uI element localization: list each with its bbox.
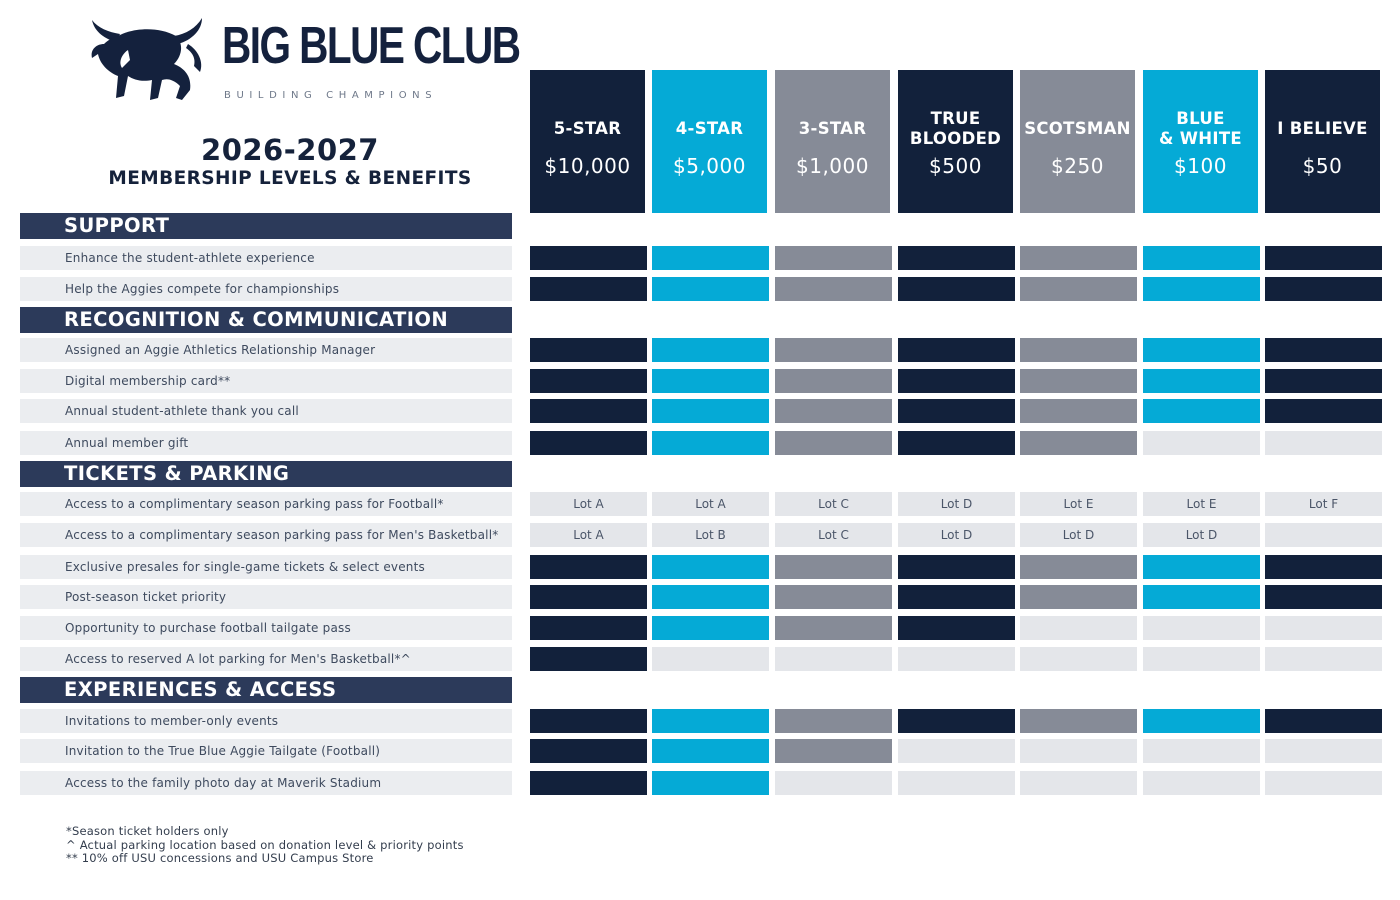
benefit-cell-empty	[1265, 616, 1382, 640]
benefit-cell-included	[775, 709, 892, 733]
benefit-cell-included	[652, 739, 769, 763]
benefit-label: Exclusive presales for single-game tickets & select events	[20, 555, 512, 579]
benefit-label: Annual member gift	[20, 431, 512, 455]
benefit-cell-text: Lot D	[1143, 523, 1260, 547]
title-subtitle: MEMBERSHIP LEVELS & BENEFITS	[108, 168, 472, 189]
benefit-cell-empty	[1020, 616, 1137, 640]
benefit-cell-included	[775, 338, 892, 362]
brand-name: BIG BLUE CLUB	[222, 17, 520, 75]
benefit-cell-included	[652, 555, 769, 579]
benefit-cell-included	[1265, 399, 1382, 423]
benefit-cell-included	[1265, 585, 1382, 609]
benefit-cell-included	[1020, 246, 1137, 270]
tier-header	[1020, 70, 1135, 213]
benefit-label: Help the Aggies compete for championships	[20, 277, 512, 301]
benefit-cell-included	[898, 369, 1015, 393]
benefit-cell-included	[652, 369, 769, 393]
tier-header	[530, 70, 645, 213]
benefit-cell-empty	[1020, 739, 1137, 763]
tier-header	[1265, 70, 1380, 213]
benefit-cell-included	[775, 585, 892, 609]
tier-price: $1,000	[796, 154, 869, 178]
benefit-cell-included	[898, 277, 1015, 301]
tier-name: SCOTSMAN	[1024, 119, 1131, 138]
tier-name: TRUE BLOODED	[909, 109, 1002, 148]
benefit-cell-included	[1020, 709, 1137, 733]
benefit-label: Assigned an Aggie Athletics Relationship Manager	[20, 338, 512, 362]
benefit-cell-included	[1020, 585, 1137, 609]
title-years: 2026-2027	[201, 133, 379, 167]
benefit-cell-included	[1143, 555, 1260, 579]
benefit-cell-empty	[898, 647, 1015, 671]
tier-price: $100	[1174, 154, 1227, 178]
benefit-cell-empty	[775, 771, 892, 795]
benefit-cell-text: Lot A	[652, 492, 769, 516]
benefit-cell-included	[530, 277, 647, 301]
benefit-cell-included	[530, 399, 647, 423]
benefit-cell-included	[530, 246, 647, 270]
brand-tagline: BUILDING CHAMPIONS	[224, 90, 438, 101]
tier-name: 3-STAR	[798, 119, 867, 138]
benefit-cell-included	[1265, 369, 1382, 393]
benefit-label: Access to reserved A lot parking for Men's Basketball*^	[20, 647, 512, 671]
benefit-cell-included	[530, 555, 647, 579]
footnote: *Season ticket holders only	[66, 824, 229, 838]
benefit-label: Enhance the student-athlete experience	[20, 246, 512, 270]
benefit-cell-text: Lot C	[775, 492, 892, 516]
benefit-cell-included	[1265, 709, 1382, 733]
benefit-cell-included	[652, 771, 769, 795]
benefit-cell-included	[898, 616, 1015, 640]
tier-name: I BELIEVE	[1277, 119, 1368, 138]
brand-logo	[88, 14, 520, 106]
section-header: SUPPORT	[20, 213, 512, 239]
footnote: ** 10% off USU concessions and USU Campus Store	[66, 851, 374, 865]
benefit-cell-empty	[652, 647, 769, 671]
benefit-cell-included	[1020, 555, 1137, 579]
benefit-cell-included	[1020, 338, 1137, 362]
benefit-cell-included	[898, 431, 1015, 455]
benefit-cell-included	[1020, 277, 1137, 301]
tier-header	[1143, 70, 1258, 213]
benefit-cell-text	[1265, 523, 1382, 547]
benefit-label: Invitation to the True Blue Aggie Tailgate (Football)	[20, 739, 512, 763]
benefit-label: Annual student-athlete thank you call	[20, 399, 512, 423]
benefit-cell-included	[775, 616, 892, 640]
footnote: ^ Actual parking location based on donation level & priority points	[66, 837, 464, 852]
benefit-cell-included	[1143, 246, 1260, 270]
benefit-cell-included	[1020, 431, 1137, 455]
benefit-cell-included	[775, 246, 892, 270]
benefit-cell-included	[898, 709, 1015, 733]
benefit-cell-text: Lot E	[1143, 492, 1260, 516]
benefit-cell-empty	[1265, 431, 1382, 455]
footnotes	[66, 825, 464, 866]
benefit-label: Post-season ticket priority	[20, 585, 512, 609]
benefit-label: Access to a complimentary season parking pass for Men's Basketball*	[20, 523, 512, 547]
tier-name: BLUE & WHITE	[1159, 109, 1242, 148]
benefit-cell-included	[775, 739, 892, 763]
benefit-cell-empty	[1143, 739, 1260, 763]
benefit-cell-included	[1143, 338, 1260, 362]
benefit-cell-text: Lot B	[652, 523, 769, 547]
benefit-cell-included	[1265, 338, 1382, 362]
benefit-cell-included	[775, 277, 892, 301]
benefit-cell-included	[530, 431, 647, 455]
benefit-cell-empty	[775, 647, 892, 671]
benefit-cell-included	[1265, 555, 1382, 579]
benefit-cell-included	[1143, 399, 1260, 423]
benefit-cell-empty	[1265, 771, 1382, 795]
benefit-cell-empty	[1265, 739, 1382, 763]
benefit-cell-empty	[1265, 647, 1382, 671]
benefit-cell-included	[1143, 369, 1260, 393]
benefit-cell-included	[1020, 369, 1137, 393]
tier-name: 4-STAR	[675, 119, 744, 138]
tier-price: $5,000	[673, 154, 746, 178]
benefit-cell-text: Lot F	[1265, 492, 1382, 516]
page-title	[20, 132, 560, 189]
benefit-cell-included	[775, 369, 892, 393]
benefit-cell-included	[652, 616, 769, 640]
section-header: EXPERIENCES & ACCESS	[20, 677, 512, 703]
benefit-cell-text: Lot E	[1020, 492, 1137, 516]
benefit-cell-empty	[1143, 431, 1260, 455]
benefit-cell-text: Lot A	[530, 492, 647, 516]
benefit-cell-included	[1143, 277, 1260, 301]
benefit-cell-included	[652, 399, 769, 423]
benefit-cell-empty	[1143, 647, 1260, 671]
benefit-cell-included	[652, 277, 769, 301]
benefit-cell-included	[1265, 277, 1382, 301]
tier-price: $50	[1302, 154, 1343, 178]
benefit-cell-included	[898, 399, 1015, 423]
benefit-cell-included	[530, 585, 647, 609]
benefit-cell-included	[652, 585, 769, 609]
benefit-cell-included	[898, 555, 1015, 579]
benefit-cell-included	[775, 399, 892, 423]
benefit-cell-included	[898, 338, 1015, 362]
benefit-cell-included	[1143, 709, 1260, 733]
benefit-cell-empty	[1143, 616, 1260, 640]
benefit-cell-included	[652, 246, 769, 270]
tier-price: $10,000	[544, 154, 631, 178]
bull-icon	[88, 14, 210, 106]
benefit-label: Opportunity to purchase football tailgate pass	[20, 616, 512, 640]
benefit-cell-included	[898, 585, 1015, 609]
benefit-cell-included	[530, 647, 647, 671]
benefit-cell-included	[530, 709, 647, 733]
benefit-cell-text: Lot D	[898, 492, 1015, 516]
benefit-cell-included	[1020, 399, 1137, 423]
section-header: RECOGNITION & COMMUNICATION	[20, 307, 512, 333]
benefit-cell-included	[898, 246, 1015, 270]
benefit-label: Access to the family photo day at Maverik Stadium	[20, 771, 512, 795]
benefit-cell-included	[775, 431, 892, 455]
benefit-label: Invitations to member-only events	[20, 709, 512, 733]
section-header: TICKETS & PARKING	[20, 461, 512, 487]
tier-name: 5-STAR	[553, 119, 622, 138]
benefit-cell-included	[530, 369, 647, 393]
benefit-cell-included	[530, 338, 647, 362]
benefit-cell-included	[530, 739, 647, 763]
benefit-cell-included	[1265, 246, 1382, 270]
tier-price: $500	[929, 154, 982, 178]
benefit-cell-included	[1143, 585, 1260, 609]
benefit-cell-empty	[1020, 771, 1137, 795]
benefit-label: Access to a complimentary season parking pass for Football*	[20, 492, 512, 516]
benefit-cell-text: Lot A	[530, 523, 647, 547]
benefit-cell-included	[530, 771, 647, 795]
benefit-cell-text: Lot D	[898, 523, 1015, 547]
benefit-cell-included	[652, 338, 769, 362]
tier-header	[898, 70, 1013, 213]
benefit-cell-text: Lot C	[775, 523, 892, 547]
benefit-cell-empty	[898, 771, 1015, 795]
benefit-cell-included	[652, 431, 769, 455]
benefit-cell-empty	[1143, 771, 1260, 795]
benefit-cell-included	[530, 616, 647, 640]
benefit-cell-empty	[1020, 647, 1137, 671]
benefit-label: Digital membership card**	[20, 369, 512, 393]
tier-header	[775, 70, 890, 213]
tier-header	[652, 70, 767, 213]
benefit-cell-text: Lot D	[1020, 523, 1137, 547]
benefit-cell-included	[652, 709, 769, 733]
benefit-cell-included	[775, 555, 892, 579]
benefit-cell-empty	[898, 739, 1015, 763]
tier-price: $250	[1051, 154, 1104, 178]
